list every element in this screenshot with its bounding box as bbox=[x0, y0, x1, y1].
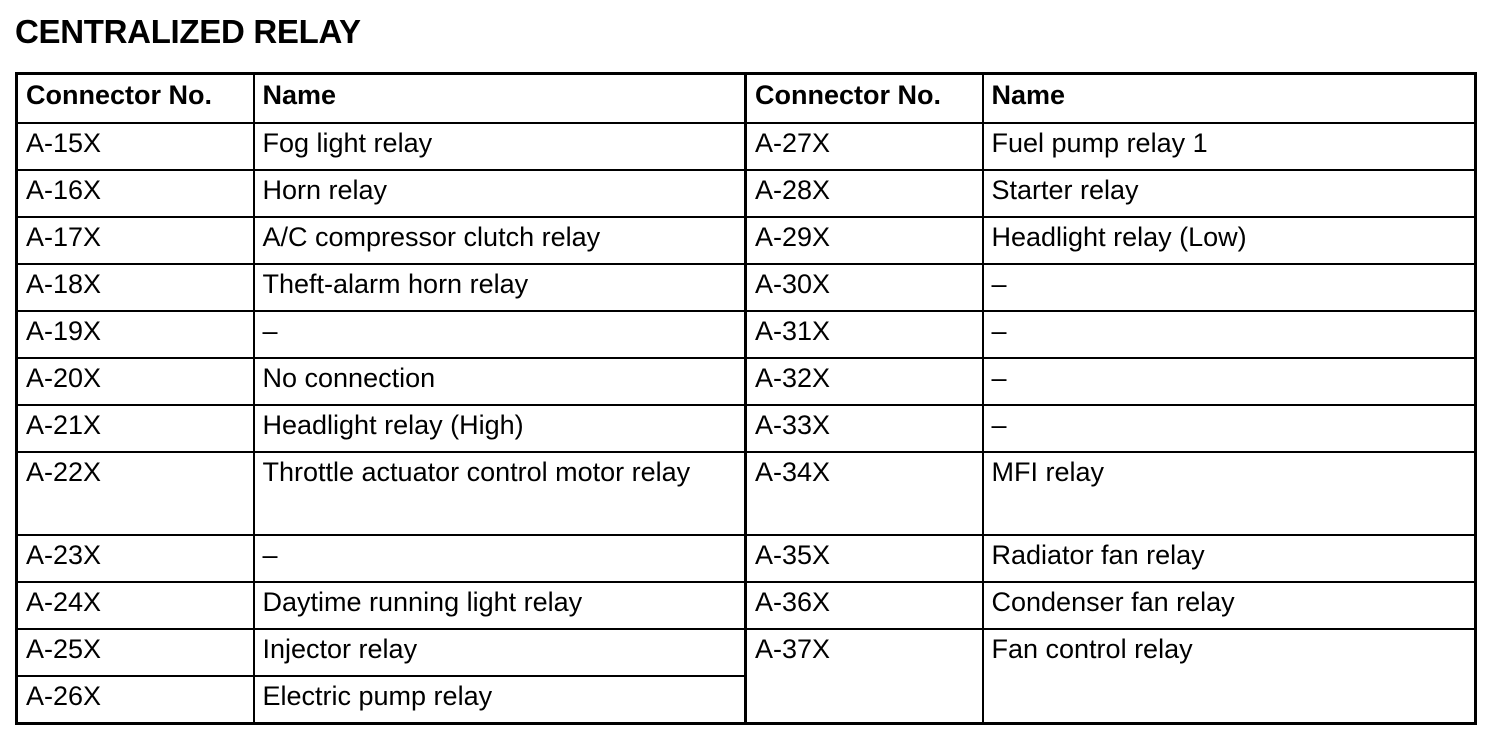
relay-name: Headlight relay (Low) bbox=[983, 217, 1476, 264]
connector-no: A-18X bbox=[17, 264, 254, 311]
header-name-left: Name bbox=[254, 74, 746, 124]
relay-name: – bbox=[983, 358, 1476, 405]
table-row bbox=[17, 358, 1476, 405]
connector-no: A-26X bbox=[17, 676, 254, 724]
table-row bbox=[17, 405, 1476, 452]
table-row bbox=[17, 535, 1476, 582]
relay-name: Theft-alarm horn relay bbox=[254, 264, 746, 311]
relay-name: Starter relay bbox=[983, 170, 1476, 217]
table-row bbox=[17, 264, 1476, 311]
connector-no: A-16X bbox=[17, 170, 254, 217]
connector-no: A-30X bbox=[746, 264, 983, 311]
table-row bbox=[17, 311, 1476, 358]
relay-name: Condenser fan relay bbox=[983, 582, 1476, 629]
relay-name: – bbox=[254, 311, 746, 358]
connector-no: A-25X bbox=[17, 629, 254, 676]
connector-no: A-15X bbox=[17, 123, 254, 170]
connector-no: A-37X bbox=[746, 629, 983, 724]
connector-no: A-21X bbox=[17, 405, 254, 452]
relay-table bbox=[15, 72, 1477, 725]
connector-no: A-20X bbox=[17, 358, 254, 405]
table-row bbox=[17, 170, 1476, 217]
connector-no: A-27X bbox=[746, 123, 983, 170]
connector-no: A-32X bbox=[746, 358, 983, 405]
relay-name: No connection bbox=[254, 358, 746, 405]
relay-name: Electric pump relay bbox=[254, 676, 746, 724]
connector-no: A-36X bbox=[746, 582, 983, 629]
relay-name: Throttle actuator control motor relay bbox=[254, 452, 746, 535]
table-row bbox=[17, 217, 1476, 264]
relay-name: A/C compressor clutch relay bbox=[254, 217, 746, 264]
relay-name: Daytime running light relay bbox=[254, 582, 746, 629]
relay-name: MFI relay bbox=[983, 452, 1476, 535]
table-row bbox=[17, 582, 1476, 629]
page-title: CENTRALIZED RELAY bbox=[15, 13, 361, 50]
table-row bbox=[17, 452, 1476, 535]
connector-no: A-29X bbox=[746, 217, 983, 264]
connector-no: A-33X bbox=[746, 405, 983, 452]
connector-no: A-19X bbox=[17, 311, 254, 358]
relay-name: Headlight relay (High) bbox=[254, 405, 746, 452]
header-connector-left: Connector No. bbox=[17, 74, 254, 124]
header-connector-right: Connector No. bbox=[746, 74, 983, 124]
connector-no: A-17X bbox=[17, 217, 254, 264]
connector-no: A-23X bbox=[17, 535, 254, 582]
relay-name: – bbox=[254, 535, 746, 582]
header-name-right: Name bbox=[983, 74, 1476, 124]
relay-name: Radiator fan relay bbox=[983, 535, 1476, 582]
connector-no: A-22X bbox=[17, 452, 254, 535]
connector-no: A-28X bbox=[746, 170, 983, 217]
relay-name: Fuel pump relay 1 bbox=[983, 123, 1476, 170]
table-row bbox=[17, 123, 1476, 170]
relay-name: Horn relay bbox=[254, 170, 746, 217]
relay-name: Injector relay bbox=[254, 629, 746, 676]
relay-name: Fan control relay bbox=[983, 629, 1476, 724]
table-header-row bbox=[17, 74, 1476, 124]
connector-no: A-31X bbox=[746, 311, 983, 358]
relay-name: – bbox=[983, 311, 1476, 358]
connector-no: A-35X bbox=[746, 535, 983, 582]
relay-name: Fog light relay bbox=[254, 123, 746, 170]
relay-name: – bbox=[983, 264, 1476, 311]
relay-name: – bbox=[983, 405, 1476, 452]
connector-no: A-24X bbox=[17, 582, 254, 629]
connector-no: A-34X bbox=[746, 452, 983, 535]
table-row bbox=[17, 629, 1476, 676]
